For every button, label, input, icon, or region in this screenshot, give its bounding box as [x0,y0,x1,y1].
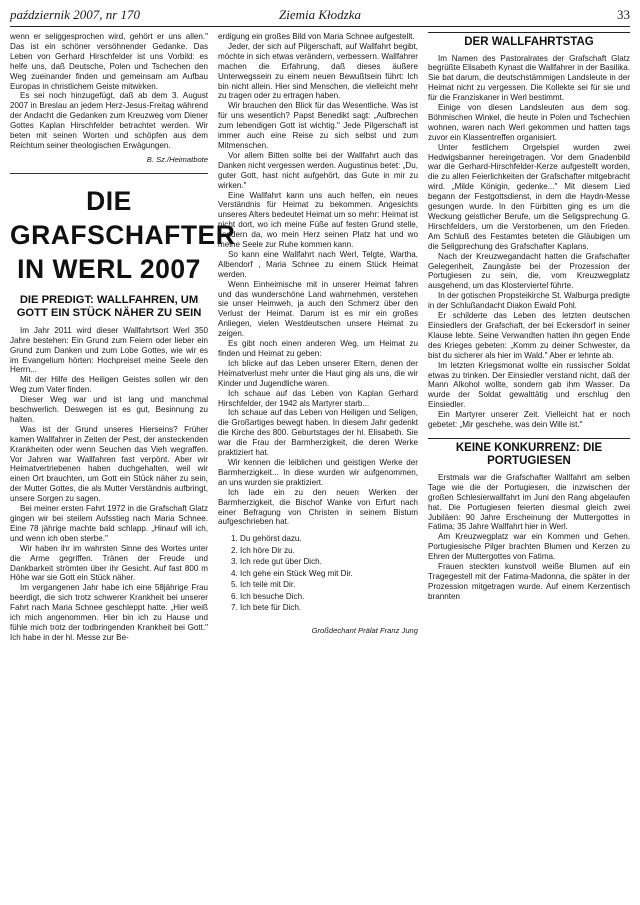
journal-name: Ziemia Kłodzka [279,7,361,22]
body-paragraph: Es gibt noch einen anderen Weg, um Heimat zu finden und Heimat zu geben: [218,339,418,358]
body-paragraph: Wir brauchen den Blick für das Wesentliche. Was ist für uns wesentlich? Papst Benedikt sagt: „Aufbrechen zum lebendigen Gott ist wichtig." Jede Pilgerschaft ist immer auch eine Reise zu sich selbst und zum Mitmenschen. [218,101,418,150]
issue-info: październik 2007, nr 170 [10,7,140,22]
body-paragraph: Nach der Kreuzwegandacht hatten die Grafschafter Gelegenheit, Zaungäste bei der Prozession der Portugiesen zu sein, die, vom Kreuzwegplatz ausgehend, um das Klosterviertel führte. [428,251,630,291]
list-item: 6. Ich besuche Dich. [240,591,418,603]
body-paragraph: erdigung ein großes Bild von Maria Schnee aufgestellt. [218,32,415,41]
body-paragraph: Im Namen des Pastoralrates der Grafschaft Glatz begrüßte Elisabeth Kynast die Wallfahrer in der Basilika. Sie bat darum, die deutschstämmigen Landsleute in der Heimat nicht zu vergessen. Die Kollekte sei für sie und für die Franziskaner in Werl bestimmt. [428,53,630,103]
body-paragraph: Mit der Hilfe des Heiligen Geistes sollen wir den Weg zum Vater finden. [10,375,208,395]
body-paragraph: Im letzten Kriegsmonat wollte ein russischer Soldat etwas zu trinken. Der Einsiedler verstand nicht, daß der Mann Alkohol wollte, sondern gab ihm Wasser. Da wurde der Soldat gewalttätig und erschlug den Einsiedler. [428,360,630,410]
list-item: 7. Ich bete für Dich. [240,602,418,614]
section-title-portugiesen: KEINE KONKURRENZ: DIE PORTUGIESEN [455,441,603,468]
page-header [10,4,630,27]
mercy-works-list [218,533,418,614]
column-3 [428,32,630,902]
body-paragraph: Bei meiner ersten Fahrt 1972 in die Grafschaft Glatz gingen wir bei steilem Aufsstieg nach Maria Schnee. Eine 78 jährige machte bald schlapp. „Hinauf will ich, und wenn ich oben sterbe." [10,504,208,543]
list-item: 1. Du gehörst dazu. [240,533,418,545]
body-paragraph: Jeder, der sich auf Pilgerschaft, auf Wallfahrt begibt, möchte in sich etwas verändern, verbessern. Wallfahrer machen die Erfahrung, daß dieses äußere Unterwegssein zu einem neuen Bewußtsein führt: Ich bin nicht allein. Hier sind Menschen, die vielleicht mehr zu tragen oder zu ertragen haben. [218,41,418,101]
body-paragraph: So kann eine Wallfahrt nach Werl, Telgte, Wartha, Albendorf , Maria Schnee zu einem Stück Heimat werden. [218,249,418,279]
column-1 [10,32,236,902]
list-item: 3. Ich rede gut über Dich. [240,556,418,568]
intro-signature: B. Sz./Heimatbote [146,154,208,164]
body-paragraph: Im vergangenen Jahr habe ich eine 58jährige Frau beerdigt, die sich trotz schwerer Krankheit bei unserer Fahrt nach Maria Schnee geschleppt hatte. „Hier weiß ich mich angenommen. Hier bin ich zu Hause und fühle mich trotz der todbringenden Krankheit bei Gott." Ich habe in der hl. Messe zur Be- [10,583,208,642]
body-paragraph: In der gotischen Propsteikirche St. Walburga predigte in der Schlußandacht Diakon Ewald Pohl. [428,291,630,311]
intro-paragraph: wenn er seliggesprochen wird, gehört er uns allen." Das ist ein schöner versöhnender Gedanke. Das Leben von Gerhard Hirschfelder ist uns Vorbild: es helfe uns, daß Deutsche, Polen und Tschechen den Weg zueinander finden und gemeinsam am Aufbau Europas in christlichem Geiste mitwirken. [10,32,208,91]
body-paragraph: Unter festlichem Orgelspiel wurden zwei Hedwigsbanner hereingetragen. Vor dem Gnadenbild war die Gerhard-Hirschfelder-Kerze aufgestellt worden, die zu allen Feierlichkeiten der Grafschafter mitgebracht wird. „Milde Königin, gedenke..." Mit diesem Lied begann der Festgottsdienst, in dem die Haydn-Messe gesungen wurde. In den Fürbitten ging es um die Weckung geistlicher Berufe, um die Seligsprechung G. Hirschfelders, um die Verstorbenen, um den Frieden. Am Schluß des Festamtes beteten die Gläubigen um die Seligprechung des Grafschafter Kaplans. [428,142,630,251]
body-paragraph: Ein Martyrer unserer Zeit. Vielleicht hat er noch gebetet: „Mir geschehe, was dein Wille ist." [428,410,630,430]
section-title-wallfahrtstag: DER WALLFAHRTSTAG [464,36,594,48]
list-item: 5. Ich teile mit Dir. [240,579,418,591]
sermon-signature: Großdechant Prälat Franz Jung [311,625,418,635]
page-number: 33 [617,7,630,22]
column-2 [218,32,418,902]
body-paragraph: Eine Wallfahrt kann uns auch helfen, ein neues Verständnis für Heimat zu bekommen. Angesichts unseres Alters bedeutet Heimat um so mehr: Heimat ist nicht dort, wo ich meine Füße auf festen Grund stelle, sondern da, wo mein Herz seinen Platz hat und wo meine Seele zur Ruhe kommen kann. [218,190,418,250]
section-rule [428,438,630,439]
body-paragraph: Ich schaue auf das Leben von Heiligen und Seligen, die Großartiges bewegt haben. In diesem Jahr gedenkt die Kirche des 800. Geburtstages der hl. Elisabeth. Sie war die Frau der Barmherzigkeit, die deren Werke praktiziert hat. [218,408,418,458]
body-paragraph: Wir kennen die leiblichen und geistigen Werke der Barmherzigkeit... In diese wurden wir aufgenommen, an uns wurden sie praktiziert. [218,457,418,487]
body-paragraph: Ich schaue auf das Leben von Kaplan Gerhard Hirschfelder, der 1942 als Martyrer starb... [218,388,418,408]
body-paragraph: Im Jahr 2011 wird dieser Wallfahrtsort Werl 350 Jahre bestehen: Ein Grund zum Feiern oder lieber ein Grund zum Danken und zum Lobe Gottes, wie wir es im Evangelium hörten: Hochpreiset meine Seele den Herrn... [10,325,208,375]
body-paragraph: Wir haben ihr im wahrsten Sinne des Wortes unter die Arme gegriffen. Tränen der Freude und Dankbarkeit strömten über ihr Gesicht. Auf fast 800 m Höhe war sie Gott ein Stück näher. [10,543,208,583]
body-paragraph: Was ist der Grund unseres Hierseins? Früher kamen Wallfahrer in Zeiten der Pest, der ansteckenden Krankheiten oder wenn Seuchen das Vieh wegraffen. Vor Jahren war Wallfahren fast verpönt. Aber wir Heimatvertriebenen haben duchgehalten, weil wir einen Ort brauchten, um Gott ein Stück näher zu sein, der Mutter Gottes, die als Mutter Verständnis aufbringt, unsere Sorgen zu sagen. [10,424,208,504]
section-rule [428,32,630,33]
body-paragraph: Einige von diesen Landsleuten aus dem sog. Böhmischen Winkel, die heute in Polen und Tschechien wohnen, waren nach Werl gekommen und hatten tags zuvor ein Klassentreffen organisiert. [428,103,630,142]
body-paragraph: Am Kreuzwegplatz war ein Kommen und Gehen. Portugiesische Pilger brachten Blumen und Kerzen zu Ehren der Muttergottes von Fatima. [428,532,630,562]
intro-paragraph: Es sei noch hinzugefügt, daß ab dem 3. August 2007 in Breslau an jedem Herz-Jesus-Freitag während der Andacht die Gedanken zum Kreuzweg vom Diener Gottes Kaplan Hirschfelder betrachtet werden. Wir beten mit seinen Worten und schöpfen aus dem Reichtum seiner theologischen Erwägungen. [10,91,208,150]
body-paragraph: Er schilderte das Leben des letzten deutschen Einsiedlers der Grafschaft, der bei Eckersdorf in seiner Klause lebte. Seine Verwandten hatten ihn gegen Ende des Krieges gebeten: „Komm zu deiner Schwester, da bist du sicherer als hier im Wald." Aber er lehnte ab. [428,311,630,360]
body-paragraph: Ich blicke auf das Leben unserer Eltern, denen der Heimatverlust mehr unter die Haut ging als uns, die wir Kinder und Jugendliche waren. [218,358,418,388]
body-paragraph: Frauen steckten kunstvoll weiße Blumen auf ein Tragegestell mit der Fatima-Madonna, die später in der Prozession mitgetragen wurde. Auf einem Kerzentisch brannten [428,562,630,601]
body-paragraph: Erstmals war die Grafschafter Wallfahrt am selben Tage wie die der Portugiesen, die inzwischen der großen Schlesierwallfahrt im Juni den Rang abgelaufen hat. Die Portugiesen feierten diesmal gleich zwei Jubiläen: 90 Jahre Erscheinung der Muttergottes in Fatima; 35 Jahre Wallfahrt hier in Werl. [428,472,630,532]
list-item: 2. Ich höre Dir zu. [240,545,418,557]
body-paragraph: Ich lade ein zu den neuen Werken der Barmherzigkeit, die Bischof Wanke von Erfurt nach einer Befragung von Christen in seinem Bistum aufgeschrieben hat. [218,487,418,527]
article-title: DIE GRAFSCHAFTER IN WERL 2007 [10,185,236,284]
article-subtitle: DIE PREDIGT: WALLFAHREN, UM GOTT EIN STÜCK NÄHER ZU SEIN [16,293,202,320]
body-paragraph: Dieser Weg war und ist lang und manchmal beschwerlich. Deswegen ist es gut, Besinnung zu halten. [10,395,208,424]
divider [10,173,208,174]
list-item: 4. Ich gehe ein Stück Weg mit Dir. [240,568,418,580]
body-paragraph: Vor allem Bitten sollte bei der Wallfahrt auch das Danken nicht vergessen werden. Augustinus betet: „Du, guter Gott, hast nicht aufgehört, das Gute in mir zu wirken." [218,150,418,190]
body-paragraph: Wenn Einheimische mit in unserer Heimat fahren und das wunderschöne Land wahrnehmen, verstehen sie unser Heimweh, ja auch den Schmerz über den Verlust der Heimat. Darum ist es mir ein großes Anliegen, vielen Westdeutschen unsere Heimat zu zeigen. [218,279,418,339]
